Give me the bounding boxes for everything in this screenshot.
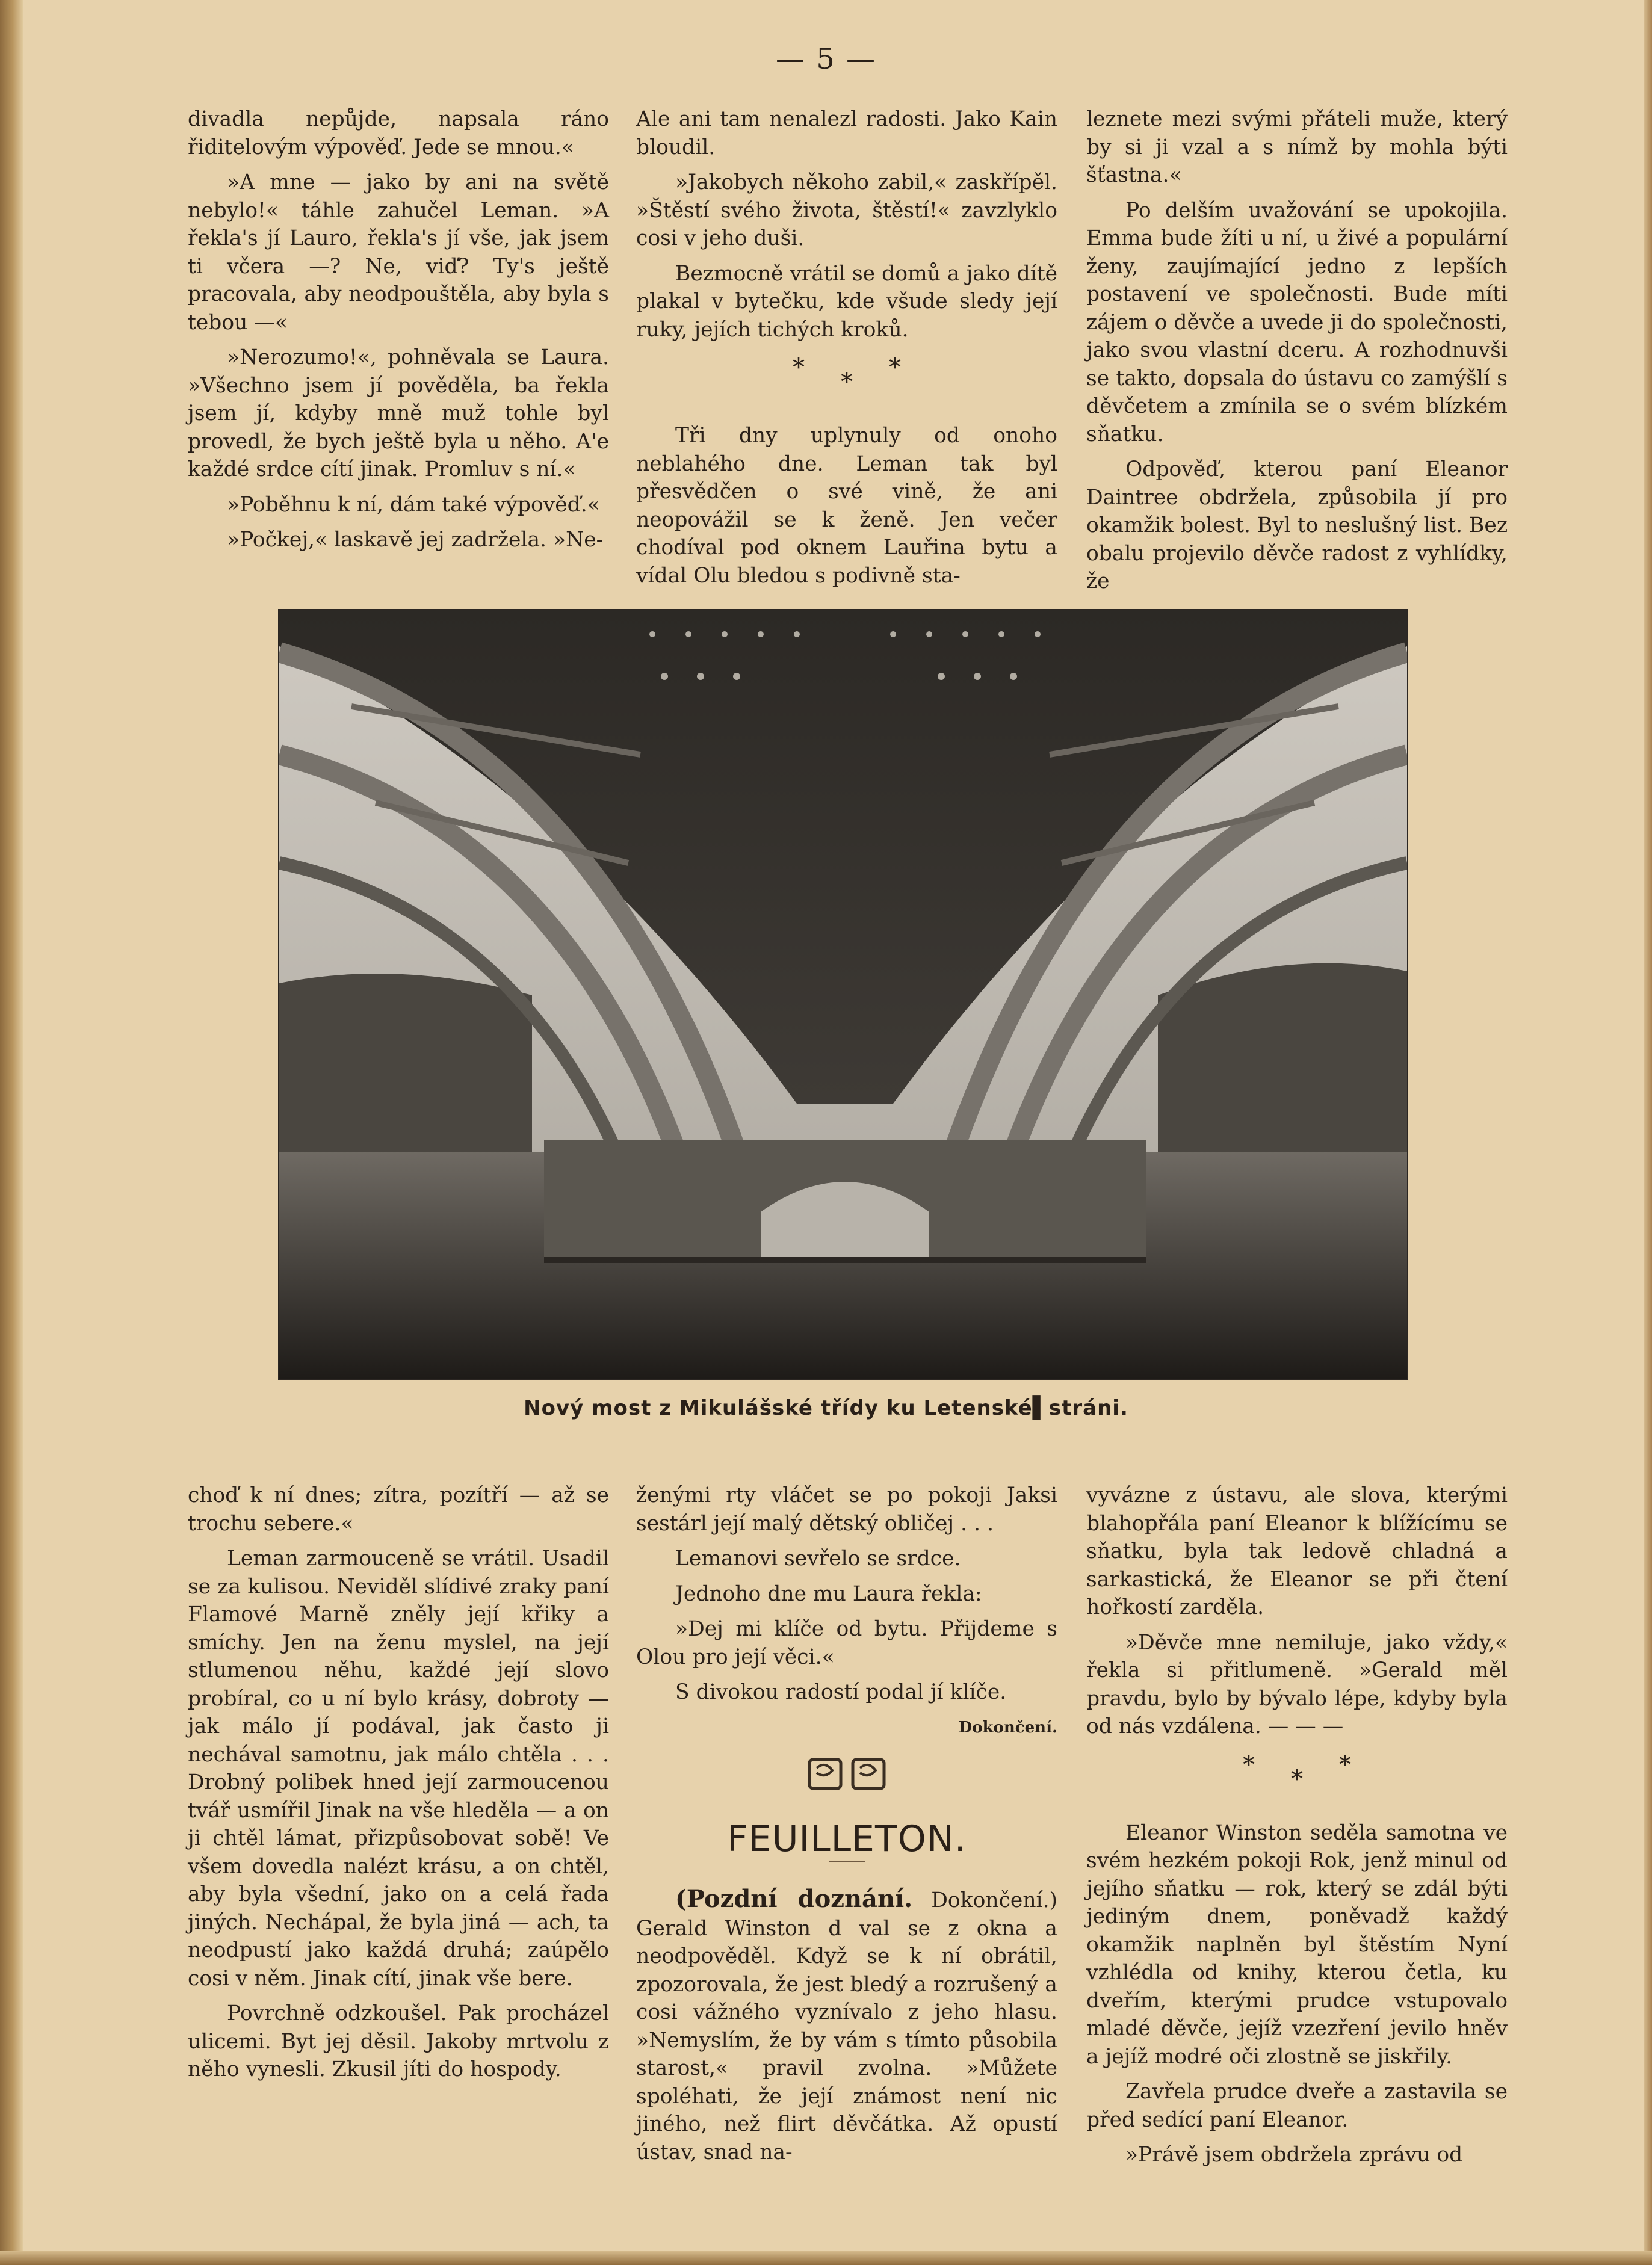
section-separator — [636, 356, 1057, 404]
paragraph: »Nerozumo!«, pohněvala se Laura. »Všechno jsem jí pověděla, ba řekla jsem jí, kdyby mně muž tohle byl provedl, že bych ještě byla u něho. A'e každé srdce cítí jinak. Promluv s ní.« — [188, 345, 609, 481]
paragraph: S divokou radostí podal jí klíče. — [675, 1680, 1007, 1704]
separator-star: * — [1291, 1765, 1339, 1793]
bottom-column-3 — [1086, 1482, 1508, 2177]
paragraph: Lemanovi sevřelo se srdce. — [675, 1547, 961, 1571]
paragraph: »Děvče mne nemiluje, jako vždy,« řekla si přitlumeně. »Gerald měl pravdu, bylo by bývalo lépe, kdyby byla od nás vzdálena. — — — — [1086, 1630, 1508, 1738]
page-edge-bottom — [0, 2251, 1652, 2265]
paragraph: Jednoho dne mu Laura řekla: — [675, 1581, 982, 1606]
section-separator — [1086, 1753, 1508, 1801]
feuilleton-note: Dokončení.) — [931, 1888, 1057, 1912]
divider — [829, 1861, 865, 1862]
paragraph: »A mne — jako by ani na světě nebylo!« táhle zahučel Leman. »A řekla's jí Lauro, řekla's jí vše, jak jsem ti včera —? Ne, viď? Ty's ještě pracovala, aby neodpouštěla, aby byla s tebou —« — [188, 170, 609, 335]
top-column-1 — [188, 105, 609, 561]
paragraph: Eleanor Winston seděla samotna ve svém hezkém pokoji Rok, jenž minul od jejího sňatku — rok, který se zdál býti jediným dnem, poněvadž každý okamžik naplněn byl štěstím Nyní vzhlédla od knihy, kterou četla, ku dveřím, kterými prudce vstupovalo mladé děvče, jejíž vzezření jevilo hněv a jejíž modré oči zlostně se jiskřily. — [1086, 1820, 1508, 2069]
paragraph: ženými rty vláčet se po pokoji Jaksi sestárl její malý dětský obličej . . . — [636, 1483, 1057, 1536]
feuilleton-title: (Pozdní doznání. — [675, 1885, 913, 1913]
separator-star: * — [793, 354, 841, 382]
paragraph: Leman zarmouceně se vrátil. Usadil se za kulisou. Neviděl slídivé zraky paní Flamové Marně zněly její křiky a smíchy. Jen na ženu myslel, na její stlumenou něhu, každé její slovo probíral, co u ní bylo krásy, dobroty — jak málo jí podával, jak často ji nechával samotnu, jak málo chtěla . . . Drobný polibek hned její zarmoucenou tvář usmířil Jinak na vše hleděla — a on ji chtěl lámat, přizpůsobovat sobě! Ve všem dovedla nalézt krásu, a on chtěl, aby byla všední, jako on a celá řada jiných. Nechápal, že byla jiná — ach, ta neodpustí jako každá druhá; zaúpělo cosi v něm. Jinak cítí, jinak vše bere. — [188, 1547, 609, 1991]
page-edge-left — [0, 0, 23, 2265]
ornament-icon — [636, 1755, 1057, 1801]
separator-star: * — [889, 354, 937, 382]
top-column-2 — [636, 105, 1057, 597]
paragraph: vyvázne z ústavu, ale slova, kterými blahopřála paní Eleanor k blížícímu se sňatku, byla tak ledově chladná a sarkastická, že Eleanor se při čtení hořkostí zarděla. — [1086, 1483, 1508, 1619]
paragraph: Povrchně odzkoušel. Pak procházel ulicemi. Byt jej děsil. Jakoby mrtvolu z něho vynesli. Zkusil jíti do hospody. — [188, 2001, 609, 2081]
paragraph: Tři dny uplynuly od onoho neblahého dne. Leman tak byl přesvědčen o své vině, že ani neopovážil se k ženě. Jen večer chodíval pod oknem Lauřina bytu a vídal Olu bledou s podivně sta- — [636, 424, 1057, 588]
top-column-3 — [1086, 105, 1508, 603]
paragraph: Ale ani tam nenalezl radosti. Jako Kain bloudil. — [636, 107, 1057, 159]
paragraph: Bezmocně vrátil se domů a jako dítě plakal v bytečku, kde všude sledy její ruky, jejích tichých kroků. — [636, 261, 1057, 342]
bottom-column-2 — [636, 1482, 1057, 2174]
separator-star: * — [841, 368, 889, 396]
photo-caption: Nový most z Mikulášské třídy ku Letenské▌stráni. — [524, 1396, 1128, 1420]
paragraph: »Počkej,« laskavě jej zadržela. »Ne- — [227, 528, 604, 552]
separator-star: * — [1243, 1751, 1291, 1779]
paragraph: »Jakobych někoho zabil,« zaskřípěl. »Štěstí svého života, štěstí!« zavzlyklo cosi v jeho duši. — [636, 170, 1057, 250]
paragraph: »Právě jsem obdržela zprávu od — [1125, 2143, 1463, 2167]
feuilleton-heading: FEUILLETON. — [727, 1817, 967, 1860]
paragraph: choď k ní dnes; zítra, pozítří — až se trochu sebere.« — [188, 1483, 609, 1536]
paragraph: »Poběhnu k ní, dám také výpověď.« — [227, 492, 600, 517]
paragraph: leznete mezi svými přáteli muže, který by si ji vzal a s nímž by mohla býti šťastna.« — [1086, 107, 1508, 187]
page-number: — 5 — — [775, 42, 877, 76]
bridge-photo — [278, 609, 1408, 1380]
bottom-column-1 — [188, 1482, 609, 2091]
page-edge-right — [1644, 0, 1652, 2265]
paragraph: Po delším uvažování se upokojila. Emma bude žíti u ní, u živé a populární ženy, zaujímající jedno z lepších postavení ve společnosti. Bude míti zájem o děvče a uvede ji do společnosti, jako svou vlastní dceru. A rozhodnuvši se takto, dopsala do ústavu co zamýšlí s děvčetem a zmínila se o svém blízkém sňatku. — [1086, 198, 1508, 447]
paragraph: »Dej mi klíče od bytu. Přijdeme s Olou pro její věci.« — [636, 1617, 1057, 1669]
separator-star: * — [1339, 1751, 1387, 1779]
paragraph: divadla nepůjde, napsala ráno řiditelovým výpověď. Jede se mnou.« — [188, 107, 609, 159]
end-note: Dokončení. — [958, 1718, 1057, 1737]
bridge-underside-illustration — [279, 610, 1407, 1379]
feuilleton-lead — [636, 1885, 1057, 2166]
paragraph: Odpověď, kterou paní Eleanor Daintree obdržela, způsobila jí pro okamžik bolest. Byl to neslušný list. Bez obalu projevilo děvče radost z vyhlídky, že — [1086, 457, 1508, 593]
feuilleton-text: Gerald Winston d val se z okna a neodpověděl. Když se k ní obrátil, zpozorovala, že jest bledý a rozrušený a cosi vážného vyznívalo z jeho hlasu. »Nemyslím, že by vám s tímto působila starost,« pravil zvolna. »Můžete spoléhati, že její známost není nic jiného, než flirt děvčátka. Až opustí ústav, snad na- — [636, 1916, 1057, 2165]
paragraph: Zavřela prudce dveře a zastavila se před sedící paní Eleanor. — [1086, 2080, 1508, 2132]
